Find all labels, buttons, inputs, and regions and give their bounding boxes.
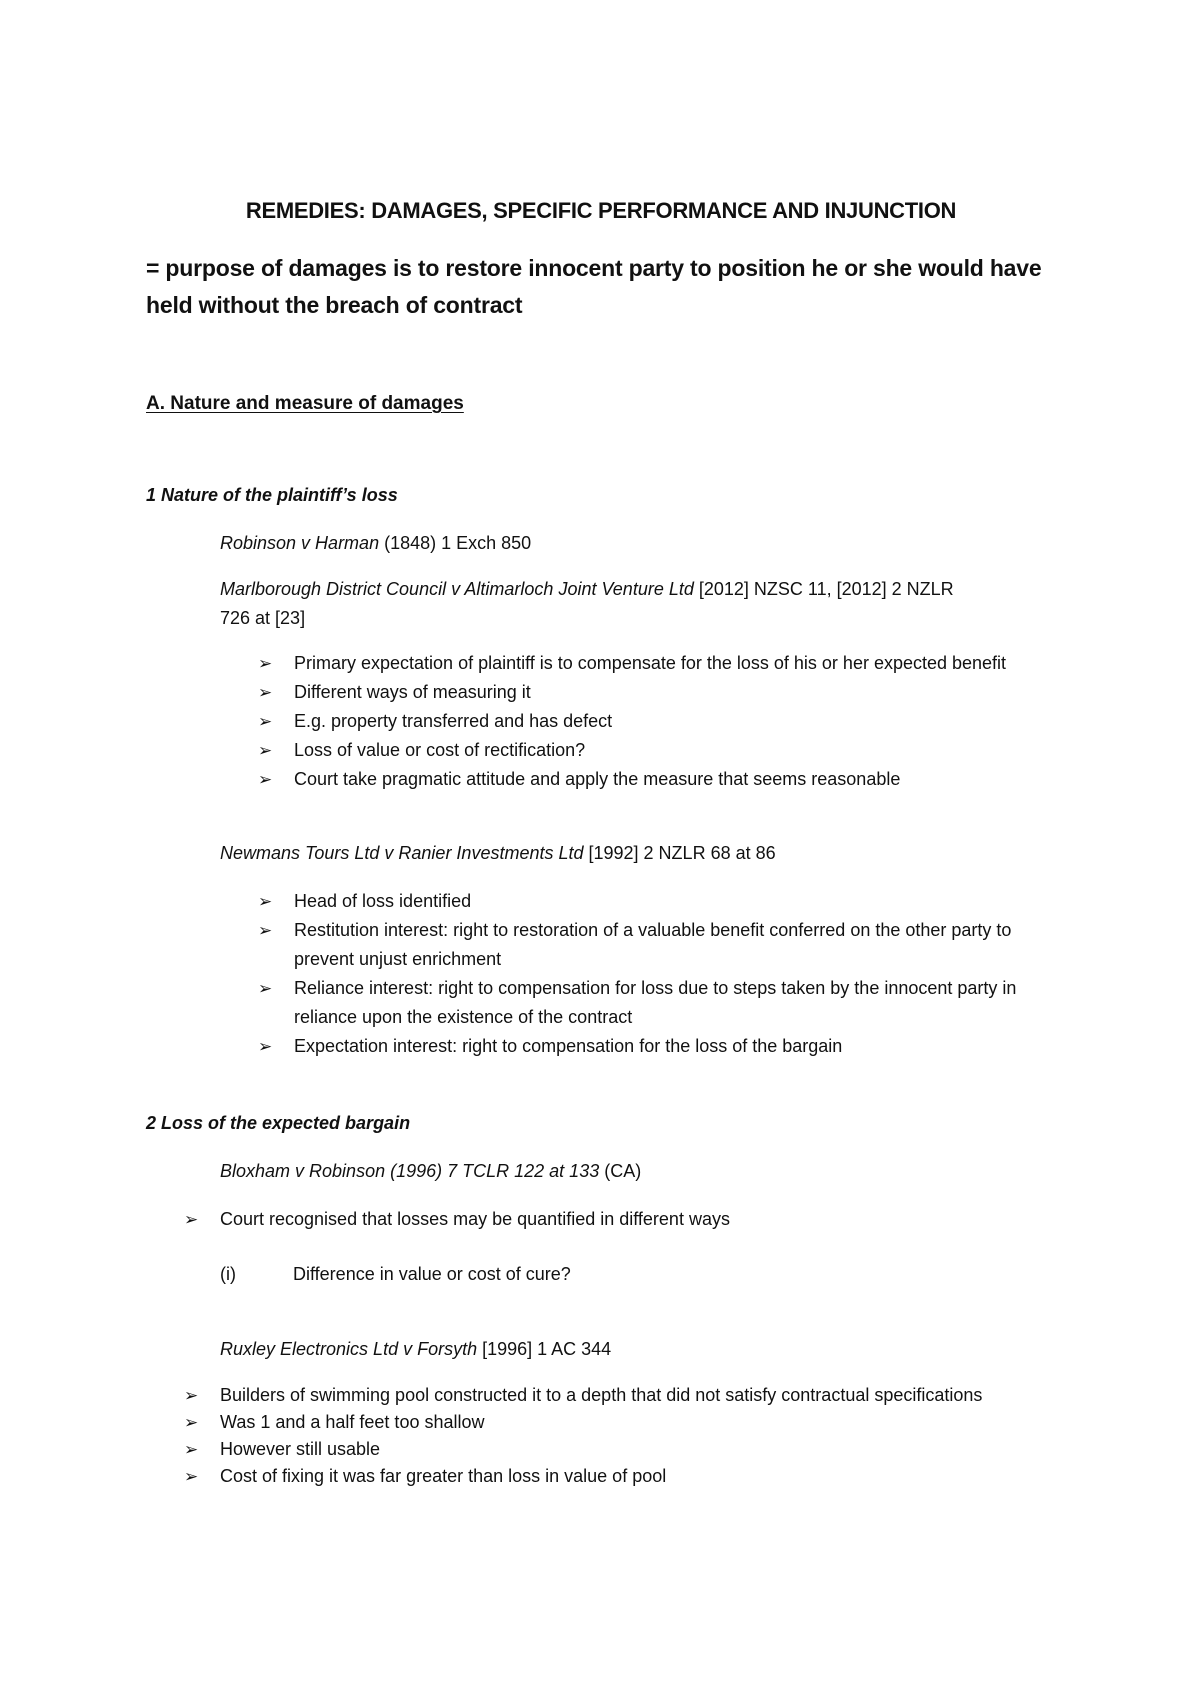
arrow-bullet-icon: ➢ xyxy=(184,1467,199,1486)
purpose-statement: = purpose of damages is to restore innocent party to position he or she would have held without the breach of contract xyxy=(146,255,1042,318)
list-item: ➢ Primary expectation of plaintiff is to compensate for the loss of his or her expected benefit xyxy=(258,649,1058,678)
arrow-bullet-icon: ➢ xyxy=(184,1210,199,1229)
arrow-bullet-icon: ➢ xyxy=(258,979,273,998)
bullet-list-1 xyxy=(258,649,1058,794)
section-a-heading: A. Nature and measure of damages xyxy=(146,393,464,414)
list-item: ➢ Head of loss identified xyxy=(258,887,1068,916)
part1-heading: 1 Nature of the plaintiff’s loss xyxy=(146,485,398,505)
arrow-bullet-icon: ➢ xyxy=(184,1386,199,1405)
arrow-bullet-icon: ➢ xyxy=(258,712,273,731)
case-name: Robinson v Harman xyxy=(220,533,380,553)
arrow-bullet-icon: ➢ xyxy=(258,1037,273,1056)
bullet-list-2 xyxy=(258,887,1068,1061)
list-item: ➢ Court recognised that losses may be quantified in different ways xyxy=(184,1205,1064,1234)
list-item: ➢ Loss of value or cost of rectification? xyxy=(258,736,1058,765)
bullet-list-3 xyxy=(184,1205,1064,1234)
list-item: ➢ Court take pragmatic attitude and apply the measure that seems reasonable xyxy=(258,765,1058,794)
list-item: ➢ Different ways of measuring it xyxy=(258,678,1058,707)
arrow-bullet-icon: ➢ xyxy=(258,683,273,702)
arrow-bullet-icon: ➢ xyxy=(258,741,273,760)
list-item: ➢ Restitution interest: right to restoration of a valuable benefit conferred on the other party to prevent unjust enrichment xyxy=(258,916,1068,974)
case-citation: [1996] 1 AC 344 xyxy=(477,1339,612,1359)
case-name: Ruxley Electronics Ltd v Forsyth xyxy=(220,1339,478,1359)
case-newmans-tours xyxy=(220,843,776,864)
list-item: ➢ Was 1 and a half feet too shallow xyxy=(184,1409,1064,1436)
list-item: ➢ Cost of fixing it was far greater than loss in value of pool xyxy=(184,1463,1064,1490)
case-citation: [1992] 2 NZLR 68 at 86 xyxy=(583,843,776,863)
arrow-bullet-icon: ➢ xyxy=(258,892,273,911)
arrow-bullet-icon: ➢ xyxy=(258,921,273,940)
list-item: ➢ Expectation interest: right to compensation for the loss of the bargain xyxy=(258,1032,1068,1061)
list-item: ➢ E.g. property transferred and has defect xyxy=(258,707,1058,736)
list-item: ➢ Builders of swimming pool constructed it to a depth that did not satisfy contractual specifications xyxy=(184,1382,1064,1409)
case-citation: [2012] NZSC 11, [2012] 2 NZLR xyxy=(693,579,954,599)
document-title: REMEDIES: DAMAGES, SPECIFIC PERFORMANCE AND INJUNCTION xyxy=(245,198,957,223)
case-citation: (CA) xyxy=(599,1161,642,1181)
case-bloxham xyxy=(220,1161,641,1182)
bullet-list-4 xyxy=(184,1382,1064,1490)
list-item: ➢ Reliance interest: right to compensation for loss due to steps taken by the innocent party in reliance upon the existence of the contract xyxy=(258,974,1068,1032)
list-item: ➢ However still usable xyxy=(184,1436,1064,1463)
case-robinson-harman xyxy=(220,533,531,554)
arrow-bullet-icon: ➢ xyxy=(184,1413,199,1432)
item-text: Difference in value or cost of cure? xyxy=(293,1264,571,1284)
case-name: Marlborough District Council v Altimarloch Joint Venture Ltd xyxy=(220,579,694,599)
case-ruxley xyxy=(220,1339,611,1360)
case-name: Bloxham v Robinson (1996) 7 TCLR 122 at 133 xyxy=(220,1161,600,1181)
numbered-item-i xyxy=(220,1264,920,1290)
case-citation: (1848) 1 Exch 850 xyxy=(379,533,532,553)
case-marlborough-cont: 726 at [23] xyxy=(220,608,306,628)
item-number: (i) xyxy=(220,1264,236,1284)
arrow-bullet-icon: ➢ xyxy=(184,1440,199,1459)
arrow-bullet-icon: ➢ xyxy=(258,770,273,789)
case-name: Newmans Tours Ltd v Ranier Investments Ltd xyxy=(220,843,584,863)
case-marlborough xyxy=(220,579,954,600)
part2-heading: 2 Loss of the expected bargain xyxy=(146,1113,411,1133)
arrow-bullet-icon: ➢ xyxy=(258,654,273,673)
